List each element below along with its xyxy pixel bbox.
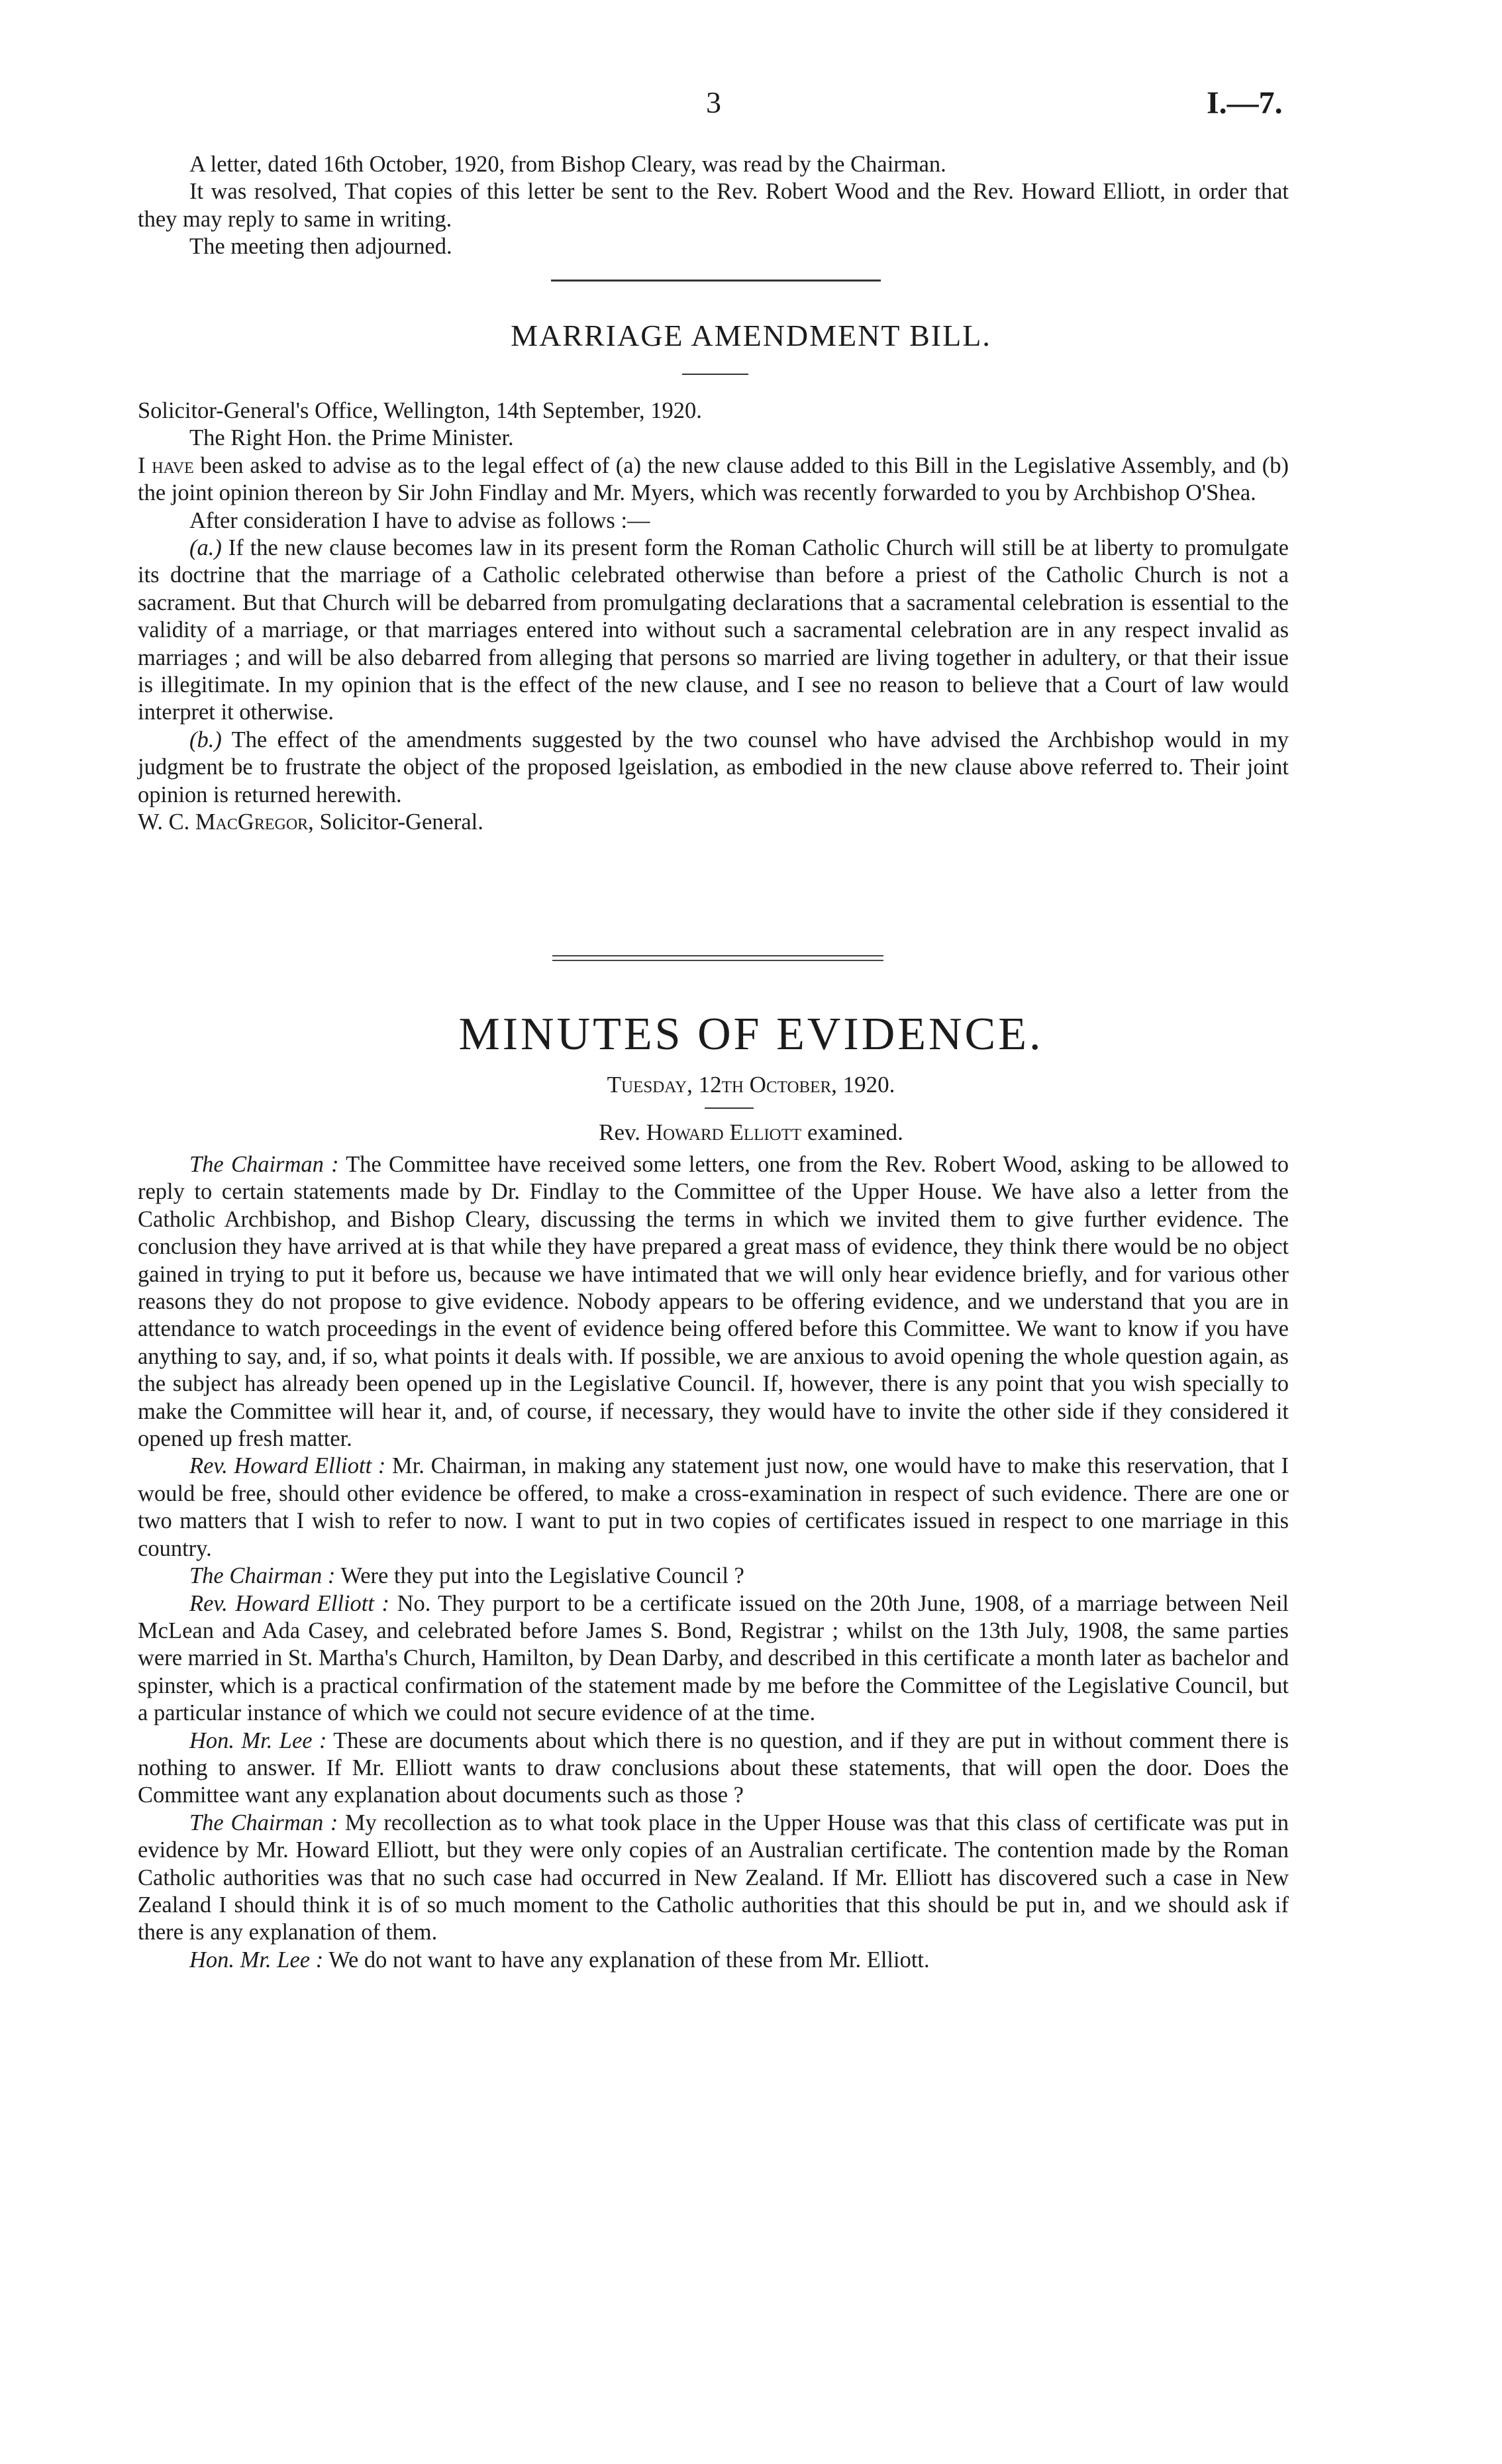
letter-paragraph-2: After consideration I have to advise as follows :—: [189, 507, 650, 533]
speaker: The Chairman :: [189, 1810, 338, 1835]
speaker: Rev. Howard Elliott :: [189, 1590, 390, 1616]
letter-dateline: Solicitor-General's Office, Wellington, 14th September, 1920.: [138, 398, 702, 423]
speaker: The Chairman :: [189, 1563, 336, 1589]
letter-signature: W. C. MacGregor, Solicitor-General.: [138, 809, 483, 835]
exchange-2: Rev. Howard Elliott : Mr. Chairman, in making any statement just now, one would have to make this reservation, that I would be free, should other evidence be offered, to make a cross-examination in respect of such evidence. There are one or two matters that I wish to refer to now. I want to put in two copies of certificates issued in respect to one marriage in this country.: [138, 1453, 1289, 1561]
letter-paragraph-b: (b.) The effect of the amendments suggested by the two counsel who have advised the Archbishop would in my judgment be to frustrate the object of the proposed lgeislation, as embodied in the new clause above referred to. Their joint opinion is returned herewith.: [138, 727, 1289, 807]
intro-section: [138, 151, 1289, 261]
minutes-heading: MINUTES OF EVIDENCE.: [458, 1009, 1044, 1060]
evidence-transcript: [138, 1151, 1289, 1974]
double-divider: [552, 955, 883, 961]
short-rule: [682, 374, 748, 375]
speaker: The Chairman :: [189, 1152, 339, 1177]
exchange-5: Hon. Mr. Lee : These are documents about which there is no question, and if they are put in without comment there is nothing to answer. If Mr. Elliott wants to draw conclusions about these statements, that will open the door. Does the Committee want any explanation about documents such as those ?: [138, 1727, 1289, 1808]
letter-paragraph-1: I have been asked to advise as to the legal effect of (a) the new clause added to this Bill in the Legislative Assembly, and (b) the joint opinion thereon by Sir John Findlay and Mr. Myers, which was recently forwarded to you by Archbishop O'Shea.: [138, 452, 1289, 506]
letter-paragraph-a: (a.) If the new clause becomes law in its present form the Roman Catholic Church will still be at liberty to promulgate its doctrine that the marriage of a Catholic celebrated otherwise than before a priest of the Catholic Church is not a sacrament. But that Church will be debarred from promulgating declarations that a sacramental celebration is essential to the validity of a marriage, or that marriages entered into without such a sacramental celebration are in any respect invalid as marriages ; and will be also debarred from alleging that persons so married are living together in adultery, or that their issue is illegitimate. In my opinion that is the effect of the new clause, and I see no reason to believe that a Court of law would interpret it otherwise.: [138, 535, 1289, 725]
section-divider: [551, 280, 881, 282]
exchange-4: Rev. Howard Elliott : No. They purport to be a certificate issued on the 20th June, 1908, of a marriage between Neil McLean and Ada Casey, and celebrated before James S. Bond, Registrar ; whilst on the 13th July, 1908, the same parties were married in St. Martha's Church, Hamilton, by Dean Darby, and described in this certificate a month later as bachelor and spinster, which is a practical confirmation of the statement made by me before the Committee of the Legislative Council, but a particular instance of which we could not secure evidence of at the time.: [138, 1590, 1289, 1726]
document-reference: I.—7.: [1207, 85, 1283, 121]
exchange-1: The Chairman : The Committee have received some letters, one from the Rev. Robert Wood, asking to be allowed to reply to certain statements made by Dr. Findlay to the Committee of the Upper House. We have also a letter from the Catholic Archbishop, and Bishop Cleary, discussing the terms in which we invited them to give further evidence. The conclusion they have arrived at is that while they have prepared a great mass of evidence, they think there would be no object gained in trying to put it before us, because we have intimated that we will only hear evidence briefly, and for various other reasons they do not propose to give evidence. Nobody appears to be offering evidence, and we understand that you are in attendance to watch proceedings in the event of evidence being offered before this Committee. We want to know if you have anything to say, and, if so, what points it deals with. If possible, we are anxious to avoid opening the whole question again, as the subject has already been opened up in the Legislative Council. If, however, there is any point that you wish specially to make the Committee will hear it, and, of course, if necessary, they would have to invite the other side if they considered it opened up fresh matter.: [138, 1152, 1289, 1452]
bill-letter: [138, 397, 1289, 837]
letter-addressee: The Right Hon. the Prime Minister.: [189, 425, 514, 451]
exchange-7: Hon. Mr. Lee : We do not want to have any explanation of these from Mr. Elliott.: [189, 1947, 930, 1973]
speaker: Hon. Mr. Lee :: [189, 1727, 327, 1753]
speaker: Hon. Mr. Lee :: [189, 1947, 324, 1973]
exchange-3: The Chairman : Were they put into the Legislative Council ?: [189, 1563, 744, 1589]
letter-lead-in: I have: [138, 452, 194, 478]
intro-paragraph-1: A letter, dated 16th October, 1920, from Bishop Cleary, was read by the Chairman.: [189, 152, 946, 177]
intro-paragraph-3: The meeting then adjourned.: [189, 234, 452, 260]
short-rule: [705, 1107, 754, 1109]
page-number: 3: [706, 85, 721, 119]
bill-heading: MARRIAGE AMENDMENT BILL.: [511, 319, 991, 352]
minutes-date: Tuesday, 12th October, 1920.: [607, 1072, 895, 1098]
intro-paragraph-2: It was resolved, That copies of this letter be sent to the Rev. Robert Wood and the Rev. Howard Elliott, in order that they may reply to same in writing.: [138, 179, 1289, 232]
witness-line: Rev. Howard Elliott examined.: [599, 1119, 903, 1145]
exchange-6: The Chairman : My recollection as to what took place in the Upper House was that this class of certificate was put in evidence by Mr. Howard Elliott, but they were only copies of an Australian certificate. The contention made by the Roman Catholic authorities was that no such case had occurred in New Zealand. If Mr. Elliott has discovered such a case in New Zealand I should think it is of so much moment to the Catholic authorities that this should be put in, and we should ask if there is any explanation of them.: [138, 1810, 1289, 1945]
speaker: Rev. Howard Elliott :: [189, 1453, 386, 1479]
